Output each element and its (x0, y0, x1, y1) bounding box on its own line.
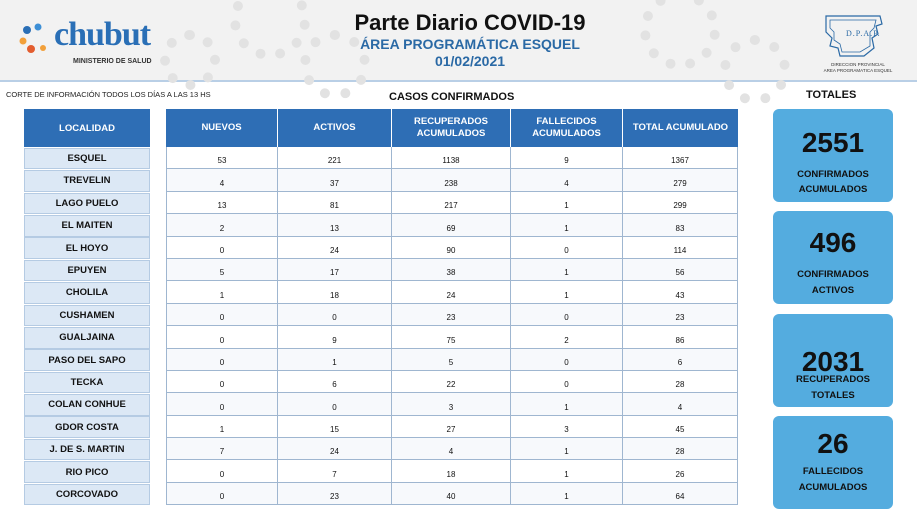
header-fallecidos: FALLECIDOS ACUMULADOS (511, 109, 623, 147)
cell-recuperados: 238 (392, 169, 511, 190)
cell-recuperados: 24 (392, 281, 511, 302)
cell-recuperados: 40 (392, 483, 511, 504)
cell-nuevos: 0 (166, 237, 278, 258)
chubut-logo (18, 18, 178, 68)
cell-total: 86 (623, 326, 738, 347)
card-number: 2551 (801, 127, 865, 158)
table-row (166, 237, 738, 259)
cell-recuperados: 4 (392, 438, 511, 459)
cell-activos: 6 (278, 371, 392, 392)
cell-nuevos: 0 (166, 349, 278, 370)
cell-activos: 37 (278, 169, 392, 190)
table-row (166, 483, 738, 505)
header-recuperados: RECUPERADOS ACUMULADOS (392, 109, 511, 147)
cell-total: 6 (623, 349, 738, 370)
localidad-cell: TECKA (24, 372, 150, 394)
table-row (166, 438, 738, 460)
cell-total: 83 (623, 214, 738, 235)
localidad-cell: TREVELIN (24, 170, 150, 192)
chubut-swirl-icon (18, 22, 52, 56)
header-activos: ACTIVOS (278, 109, 392, 147)
table-row (166, 304, 738, 326)
card-number: 496 (809, 227, 857, 258)
cell-total: 28 (623, 438, 738, 459)
brand-name: chubut (54, 16, 151, 53)
localidad-cell: EL HOYO (24, 237, 150, 259)
card-recuperados-totales (773, 314, 893, 407)
localidad-header: LOCALIDAD (24, 109, 150, 147)
cell-fallecidos: 0 (511, 349, 623, 370)
table-row (166, 460, 738, 482)
cell-nuevos: 0 (166, 371, 278, 392)
localidad-cell: GUALJAINA (24, 327, 150, 349)
cell-activos: 17 (278, 259, 392, 280)
table-row (166, 393, 738, 415)
localidad-cell: RIO PICO (24, 461, 150, 483)
cell-recuperados: 18 (392, 460, 511, 481)
card-label-line1: CONFIRMADOS (797, 269, 869, 280)
localidad-cell: CHOLILA (24, 282, 150, 304)
dpap-line2: AREA PROGRAMATICA ESQUEL (823, 68, 893, 73)
table-header (166, 109, 738, 147)
cell-total: 4 (623, 393, 738, 414)
cell-fallecidos: 4 (511, 169, 623, 190)
totals-title: TOTALES (806, 89, 857, 101)
cell-recuperados: 1138 (392, 147, 511, 168)
dpap-line1: DIRECCION PROVINCIAL (831, 62, 885, 67)
cell-total: 279 (623, 169, 738, 190)
cell-fallecidos: 3 (511, 416, 623, 437)
localidad-cell: LAGO PUELO (24, 193, 150, 215)
cell-total: 56 (623, 259, 738, 280)
title-block (260, 10, 680, 70)
cell-activos: 15 (278, 416, 392, 437)
brand-subtitle: MINISTERIO DE SALUD (73, 58, 152, 65)
dpap-logo (818, 12, 908, 74)
localidad-cell: CORCOVADO (24, 484, 150, 506)
cell-total: 23 (623, 304, 738, 325)
cell-recuperados: 3 (392, 393, 511, 414)
cell-total: 114 (623, 237, 738, 258)
cell-fallecidos: 1 (511, 438, 623, 459)
cell-activos: 1 (278, 349, 392, 370)
cell-recuperados: 217 (392, 192, 511, 213)
cell-total: 26 (623, 460, 738, 481)
cell-nuevos: 4 (166, 169, 278, 190)
cell-nuevos: 0 (166, 483, 278, 504)
table-row (166, 281, 738, 303)
localidad-column (24, 109, 150, 505)
cell-total: 1367 (623, 147, 738, 168)
cell-fallecidos: 1 (511, 460, 623, 481)
card-label-line2: ACUMULADOS (798, 482, 868, 493)
card-label-line1: CONFIRMADOS (797, 169, 869, 180)
dpap-abbreviation: D.P.A.P. (846, 29, 881, 38)
cell-total: 43 (623, 281, 738, 302)
cell-fallecidos: 2 (511, 326, 623, 347)
cell-activos: 23 (278, 483, 392, 504)
page-date: 01/02/2021 (434, 53, 506, 69)
cell-nuevos: 5 (166, 259, 278, 280)
cell-recuperados: 23 (392, 304, 511, 325)
cell-nuevos: 0 (166, 460, 278, 481)
card-fallecidos-acumulados (773, 416, 893, 509)
header-total: TOTAL ACUMULADO (632, 122, 729, 133)
page-subtitle: ÁREA PROGRAMÁTICA ESQUEL (360, 36, 580, 52)
cell-activos: 81 (278, 192, 392, 213)
table-row (166, 214, 738, 236)
cell-fallecidos: 1 (511, 483, 623, 504)
card-label-line2: ACUMULADOS (798, 184, 868, 195)
card-label-line2: ACTIVOS (811, 285, 855, 296)
card-number: 26 (817, 428, 849, 459)
table-row (166, 169, 738, 191)
cell-nuevos: 7 (166, 438, 278, 459)
localidad-cell: COLAN CONHUE (24, 394, 150, 416)
cutoff-note: CORTE DE INFORMACIÓN TODOS LOS DÍAS A LAS 13 HS (6, 90, 211, 99)
cell-total: 299 (623, 192, 738, 213)
cell-nuevos: 13 (166, 192, 278, 213)
localidad-cell: PASO DEL SAPO (24, 349, 150, 371)
cell-recuperados: 5 (392, 349, 511, 370)
cell-total: 45 (623, 416, 738, 437)
cell-activos: 0 (278, 304, 392, 325)
cell-recuperados: 90 (392, 237, 511, 258)
table-row (166, 371, 738, 393)
cell-activos: 24 (278, 237, 392, 258)
card-label-line1: FALLECIDOS (802, 466, 864, 477)
cell-activos: 0 (278, 393, 392, 414)
cell-nuevos: 0 (166, 304, 278, 325)
cell-recuperados: 22 (392, 371, 511, 392)
header-nuevos: NUEVOS (166, 109, 278, 147)
table-row (166, 326, 738, 348)
localidad-cell: GDOR COSTA (24, 416, 150, 438)
localidad-cell: EL MAITEN (24, 215, 150, 237)
cell-activos: 7 (278, 460, 392, 481)
cell-activos: 13 (278, 214, 392, 235)
header-banner (0, 0, 917, 82)
cases-table (166, 109, 738, 505)
cell-fallecidos: 9 (511, 147, 623, 168)
cell-recuperados: 75 (392, 326, 511, 347)
cell-recuperados: 38 (392, 259, 511, 280)
localidad-cell: J. DE S. MARTIN (24, 439, 150, 461)
table-row (166, 349, 738, 371)
table-row (166, 259, 738, 281)
cell-activos: 18 (278, 281, 392, 302)
table-row (166, 147, 738, 169)
card-confirmados-acumulados (773, 109, 893, 202)
cell-nuevos: 53 (166, 147, 278, 168)
cell-fallecidos: 1 (511, 259, 623, 280)
card-number: 2031 (801, 346, 865, 377)
card-label-line2: TOTALES (811, 390, 855, 401)
cell-nuevos: 1 (166, 281, 278, 302)
cases-title: CASOS CONFIRMADOS (389, 91, 515, 103)
cell-nuevos: 0 (166, 326, 278, 347)
cell-total: 28 (623, 371, 738, 392)
cell-activos: 24 (278, 438, 392, 459)
localidad-cell: ESQUEL (24, 148, 150, 170)
cell-recuperados: 27 (392, 416, 511, 437)
cell-fallecidos: 0 (511, 371, 623, 392)
cell-activos: 221 (278, 147, 392, 168)
cell-fallecidos: 1 (511, 192, 623, 213)
table-row (166, 192, 738, 214)
table-row (166, 416, 738, 438)
cell-total: 64 (623, 483, 738, 504)
cell-fallecidos: 0 (511, 304, 623, 325)
localidad-cell: EPUYEN (24, 260, 150, 282)
card-confirmados-activos (773, 211, 893, 304)
cell-fallecidos: 1 (511, 393, 623, 414)
cell-nuevos: 1 (166, 416, 278, 437)
cell-fallecidos: 1 (511, 281, 623, 302)
localidad-cell: CUSHAMEN (24, 305, 150, 327)
cell-nuevos: 2 (166, 214, 278, 235)
cell-fallecidos: 0 (511, 237, 623, 258)
page-title: Parte Diario COVID-19 (354, 10, 586, 35)
cell-nuevos: 0 (166, 393, 278, 414)
cell-fallecidos: 1 (511, 214, 623, 235)
card-label-line1: RECUPERADOS (796, 374, 870, 385)
gear-decoration (720, 35, 790, 105)
cell-activos: 9 (278, 326, 392, 347)
cell-recuperados: 69 (392, 214, 511, 235)
